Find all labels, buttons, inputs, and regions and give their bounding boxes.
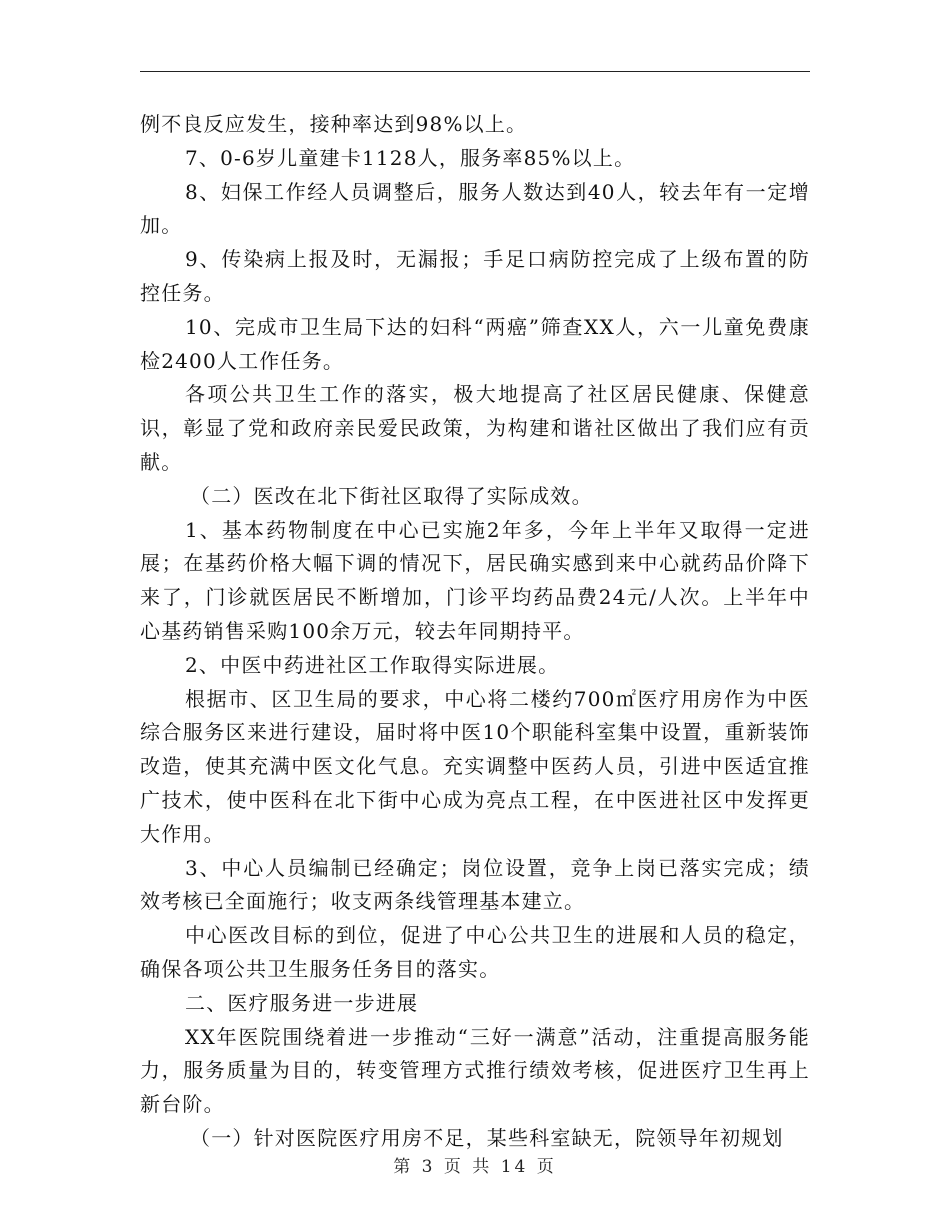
- section-heading: （二）医改在北下街社区取得了实际成效。: [190, 483, 593, 508]
- page-footer: 第 3 页 共 14 页: [393, 1157, 557, 1177]
- paragraph: 10、完成市卫生局下达的妇科“两癌”筛查XX人，六一儿童免费康检2400人工作任务。: [140, 314, 810, 373]
- paragraph: 例不良反应发生，接种率达到98%以上。: [140, 112, 528, 136]
- paragraph: 8、妇保工作经人员调整后，服务人数达到40人，较去年有一定增加。: [140, 179, 810, 238]
- paragraph: XX年医院围绕着进一步推动“三好一满意”活动，注重提高服务能力，服务质量为目的，转变管理方式推行绩效考核，促进医疗卫生再上新台阶。: [140, 1024, 810, 1117]
- paragraph: 7、0-6岁儿童建卡1128人，服务率85%以上。: [185, 145, 636, 170]
- paragraph: 中心医改目标的到位，促进了中心公共卫生的进展和人员的稳定，确保各项公共卫生服务任务目的落实。: [140, 923, 810, 981]
- paragraph: 9、传染病上报及时，无漏报；手足口病防控完成了上级布置的防控任务。: [140, 247, 810, 305]
- paragraph: 2、中医中药进社区工作取得实际进展。: [185, 652, 560, 677]
- paragraph: 根据市、区卫生局的要求，中心将二楼约700㎡医疗用房作为中医综合服务区来进行建设，届时将中医10个职能科室集中设置，重新装饰改造，使其充满中医文化气息。充实调整中医药人员，引进中医适宜推广技术，使中医科在北下街中心成为亮点工程，在中医进社区中发挥更大作用。: [140, 686, 810, 846]
- header-rule: [140, 71, 810, 72]
- paragraph: 3、中心人员编制已经确定；岗位设置，竞争上岗已落实完成；绩效考核已全面施行；收支两条线管理基本建立。: [140, 855, 810, 914]
- document-body: [140, 108, 810, 1156]
- paragraph: 1、基本药物制度在中心已实施2年多，今年上半年又取得一定进展；在基药价格大幅下调的情况下，居民确实感到来中心就药品价降下来了，门诊就医居民不断增加，门诊平均药品费24元/人次。上半年中心基药销售采购100余万元，较去年同期持平。: [140, 517, 810, 643]
- paragraph: 各项公共卫生工作的落实，极大地提高了社区居民健康、保健意识，彰显了党和政府亲民爱民政策，为构建和谐社区做出了我们应有贡献。: [140, 382, 810, 474]
- section-heading: 二、医疗服务进一步进展: [185, 990, 419, 1015]
- section-heading: （一）针对医院医疗用房不足，某些科室缺无，院领导年初规划: [190, 1125, 784, 1150]
